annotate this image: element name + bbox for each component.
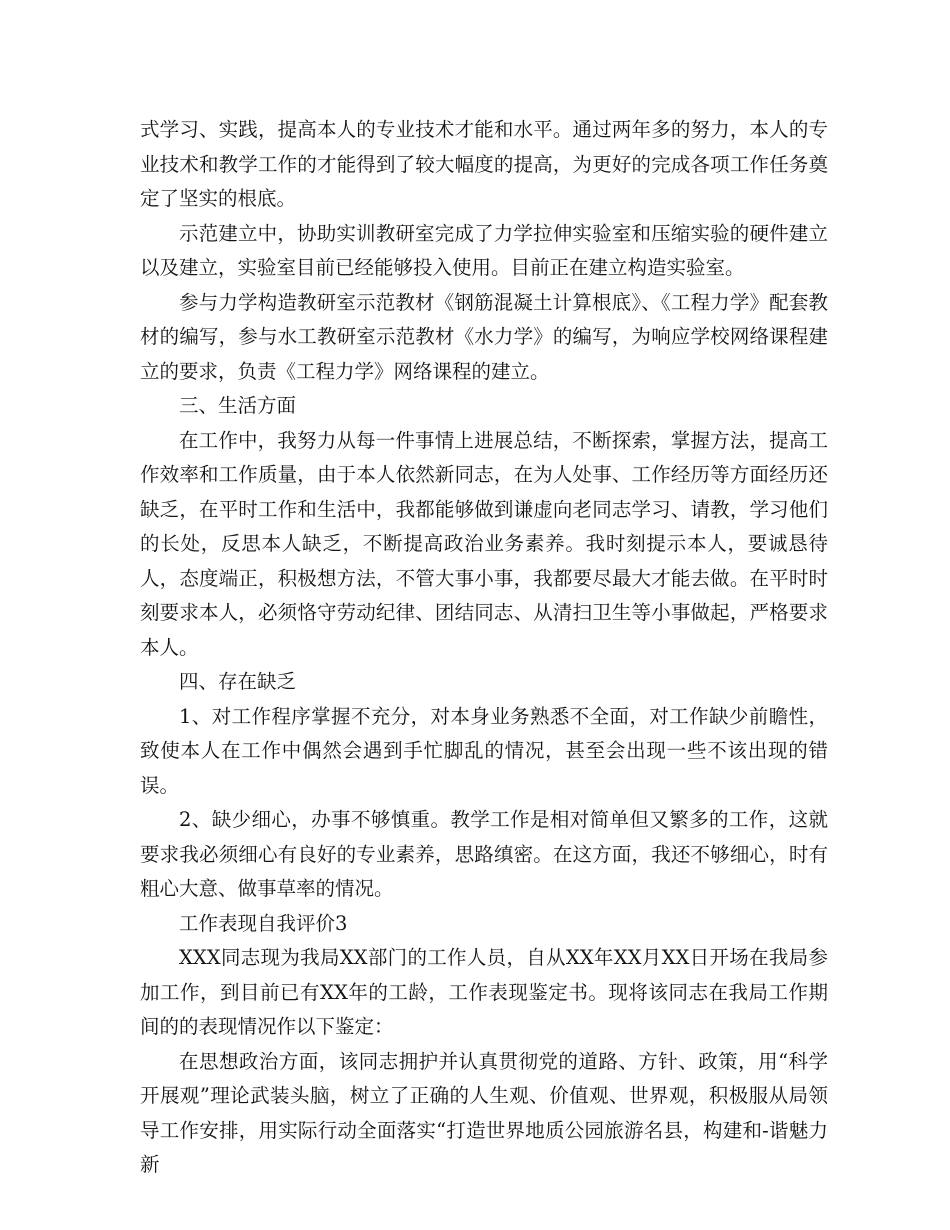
section-heading-life: 三、生活方面 [179, 394, 297, 417]
paragraph-shortcoming-2: 2、缺少细心，办事不够慎重。教学工作是相对简单但又繁多的工作，这就要求我必须细心有良好的专业素养，思路缜密。在这方面，我还不够细心，时有粗心大意、做事草率的情况。 [140, 808, 828, 900]
paragraph-shortcoming-1: 1、对工作程序掌握不充分，对本身业务熟悉不全面，对工作缺少前瞻性，致使本人在工作中偶然会遇到手忙脚乱的情况，甚至会出现一些不该出现的错误。 [140, 704, 828, 797]
paragraph-intro-continuation: 式学习、实践，提高本人的专业技术才能和水平。通过两年多的努力，本人的专业技术和教学工作的才能得到了较大幅度的提高，为更好的完成各项工作任务奠定了坚实的根底。 [140, 118, 828, 210]
paragraph-evaluation-intro: XXX同志现为我局XX部门的工作人员，自从XX年XX月XX日开场在我局参加工作，到目前已有XX年的工龄，工作表现鉴定书。现将该同志在我局工作期间的的表现情况作以下鉴定： [140, 946, 828, 1038]
section-heading-evaluation-3: 工作表现自我评价3 [179, 911, 348, 935]
paragraph-textbook-writing: 参与力学构造教研室示范教材《钢筋混凝土计算根底》、《工程力学》配套教材的编写，参与水工教研室示范教材《水力学》的编写，为响应学校网络课程建立的要求，负责《工程力学》网络课程的建立。 [140, 290, 828, 383]
paragraph-political-thought: 在思想政治方面，该同志拥护并认真贯彻党的道路、方针、政策，用“科学开展观”理论武装头脑，树立了正确的人生观、价值观、世界观，积极服从局领导工作安排，用实际行动全面落实“打造世界地质公园旅游名县，构建和-谐魅力新 [140, 1049, 828, 1176]
document-body [140, 113, 828, 1183]
paragraph-lab-construction: 示范建立中，协助实训教研室完成了力学拉伸实验室和压缩实验的硬件建立以及建立，实验室目前已经能够投入使用。目前正在建立构造实验室。 [140, 221, 828, 279]
section-heading-shortcomings: 四、存在缺乏 [179, 670, 297, 693]
paragraph-life: 在工作中，我努力从每一件事情上进展总结，不断探索，掌握方法，提高工作效率和工作质量，由于本人依然新同志，在为人处事、工作经历等方面经历还缺乏，在平时工作和生活中，我都能够做到谦虚向老同志学习、请教，学习他们的长处，反思本人缺乏，不断提高政治业务素养。我时刻提示本人，要诚恳待人，态度端正，积极想方法，不管大事小事，我都要尽最大才能去做。在平时时刻要求本人，必须恪守劳动纪律、团结同志、从清扫卫生等小事做起，严格要求本人。 [140, 428, 828, 659]
